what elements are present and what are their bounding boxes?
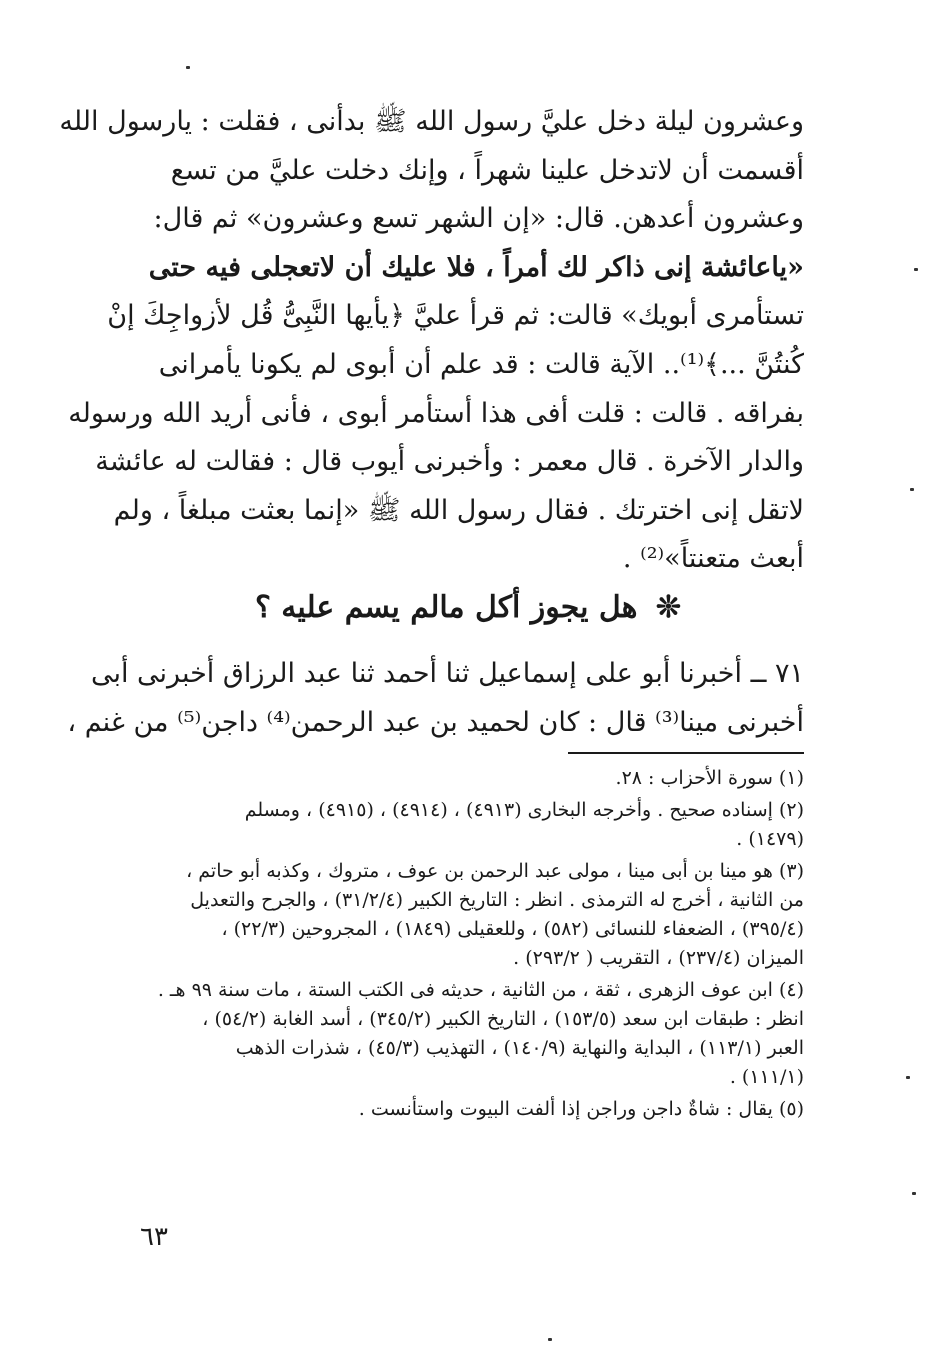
hadith-text: [67, 650, 804, 747]
scan-speck: [912, 1192, 916, 1195]
footnote-line: (٤) ابن عوف الزهرى ، ثقة ، من الثانية ، حديثه فى الكتب الستة ، مات سنة ٩٩ هـ .: [157, 979, 804, 1001]
footnote: [132, 976, 804, 1092]
footnote-line: (٣٩٥/٤) ، الضعفاء للنسائى (٥٨٢) ، وللعقيلى (١٨٤٩) ، المجروحين (٢٢/٣) ،: [221, 918, 804, 940]
section-heading-text: هل يجوز أكل مالم يسم عليه ؟: [254, 590, 638, 625]
scan-speck: [186, 66, 190, 69]
scan-speck: [548, 1338, 552, 1341]
text-line: والدار الآخرة . قال معمر : وأخبرنى أيوب قال : فقالت له عائشة: [95, 446, 804, 478]
text-line: كُنتُنَّ ...﴾⁽¹⁾.. الآية قالت : قد علم أن أبوى لم يكونا يأمرانى: [158, 348, 804, 380]
footnote: [132, 857, 804, 973]
footnote-line: من الثانية ، أخرج له الترمذى . انظر : التاريخ الكبير (٣١/٢/٤) ، والجرح والتعديل: [190, 889, 804, 911]
footnotes: [132, 764, 804, 1127]
scan-speck: [914, 268, 918, 271]
footnote-line: الميزان (٢٣٧/٤) ، التقريب ( ٢٩٣/٢) .: [513, 947, 804, 969]
footnote-line: (٣) هو مينا بن أبى مينا ، مولى عبد الرحمن بن عوف ، متروك ، وكذبه أبو حاتم ،: [186, 860, 804, 882]
text-line: وعشرون أعدهن. قال: «إن الشهر تسع وعشرون» ثم قال:: [153, 203, 804, 235]
footnote-line: العبر (١١٣/١) ، البداية والنهاية (١٤٠/٩) ، التهذيب (٤٥/٣) ، شذرات الذهب: [235, 1037, 804, 1059]
scan-speck: [906, 1076, 910, 1079]
text-line: لاتقل إنى اخترتك . فقال رسول الله ﷺ «إنما بعثت مبلغاً ، ولم: [113, 494, 804, 526]
text-line: أبعث متعنتاً»⁽²⁾ .: [622, 543, 804, 575]
text-line: أخبرنى مينا⁽³⁾ قال : كان لحميد بن عبد الرحمن⁽⁴⁾ داجن⁽⁵⁾ من غنم ،: [67, 706, 804, 738]
text-line: أقسمت أن لاتدخل علينا شهراً ، وإنك دخلت عليَّ من تسع: [170, 154, 804, 186]
text-line: «ياعائشة إنى ذاكر لك أمراً ، فلا عليك أن لاتعجلى فيه حتى: [148, 251, 804, 283]
text-line: وعشرون ليلة دخل عليَّ رسول الله ﷺ بدأنى ، فقلت : يارسول الله: [59, 106, 804, 137]
footnote-line: (١١١/١) .: [729, 1066, 804, 1088]
footnote: [132, 764, 804, 793]
footnote-line: انظر : طبقات ابن سعد (١٥٣/٥) ، التاريخ الكبير (٣٤٥/٢) ، أسد الغابة (٥٤/٢) ،: [202, 1008, 804, 1030]
footnote-line: (٥) يقال : شاةٌ داجن وراجن إذا ألفت البيوت واستأنست .: [358, 1098, 804, 1120]
footnote: [132, 1095, 804, 1124]
footnote-line: (١٤٧٩) .: [736, 828, 804, 850]
footnote-separator: [568, 752, 804, 754]
ornament-icon: ❊: [655, 590, 682, 625]
page-number: ٦٣: [140, 1222, 168, 1252]
section-heading: [132, 582, 804, 634]
text-line: ٧١ ــ أخبرنا أبو على إسماعيل ثنا أحمد ثنا عبد الرزاق أخبرنى أبى: [90, 658, 804, 689]
footnote-line: (١) سورة الأحزاب : ٢٨.: [615, 767, 804, 789]
scan-speck: [910, 488, 914, 491]
footnote: [132, 796, 804, 854]
text-line: بفراقه . قالت : قلت أفى هذا أستأمر أبوى ، فأنى أريد الله ورسوله: [68, 397, 804, 429]
main-text: [59, 98, 804, 584]
footnote-line: (٢) إسناده صحيح . وأخرجه البخارى (٤٩١٣) ، (٤٩١٤) ، (٤٩١٥) ، ومسلم: [244, 799, 804, 821]
text-line: تستأمرى أبويك» قالت: ثم قرأ عليَّ ﴿يأيها النَّبِىُّ قُل لأزواجِكَ إنْ: [107, 300, 804, 332]
